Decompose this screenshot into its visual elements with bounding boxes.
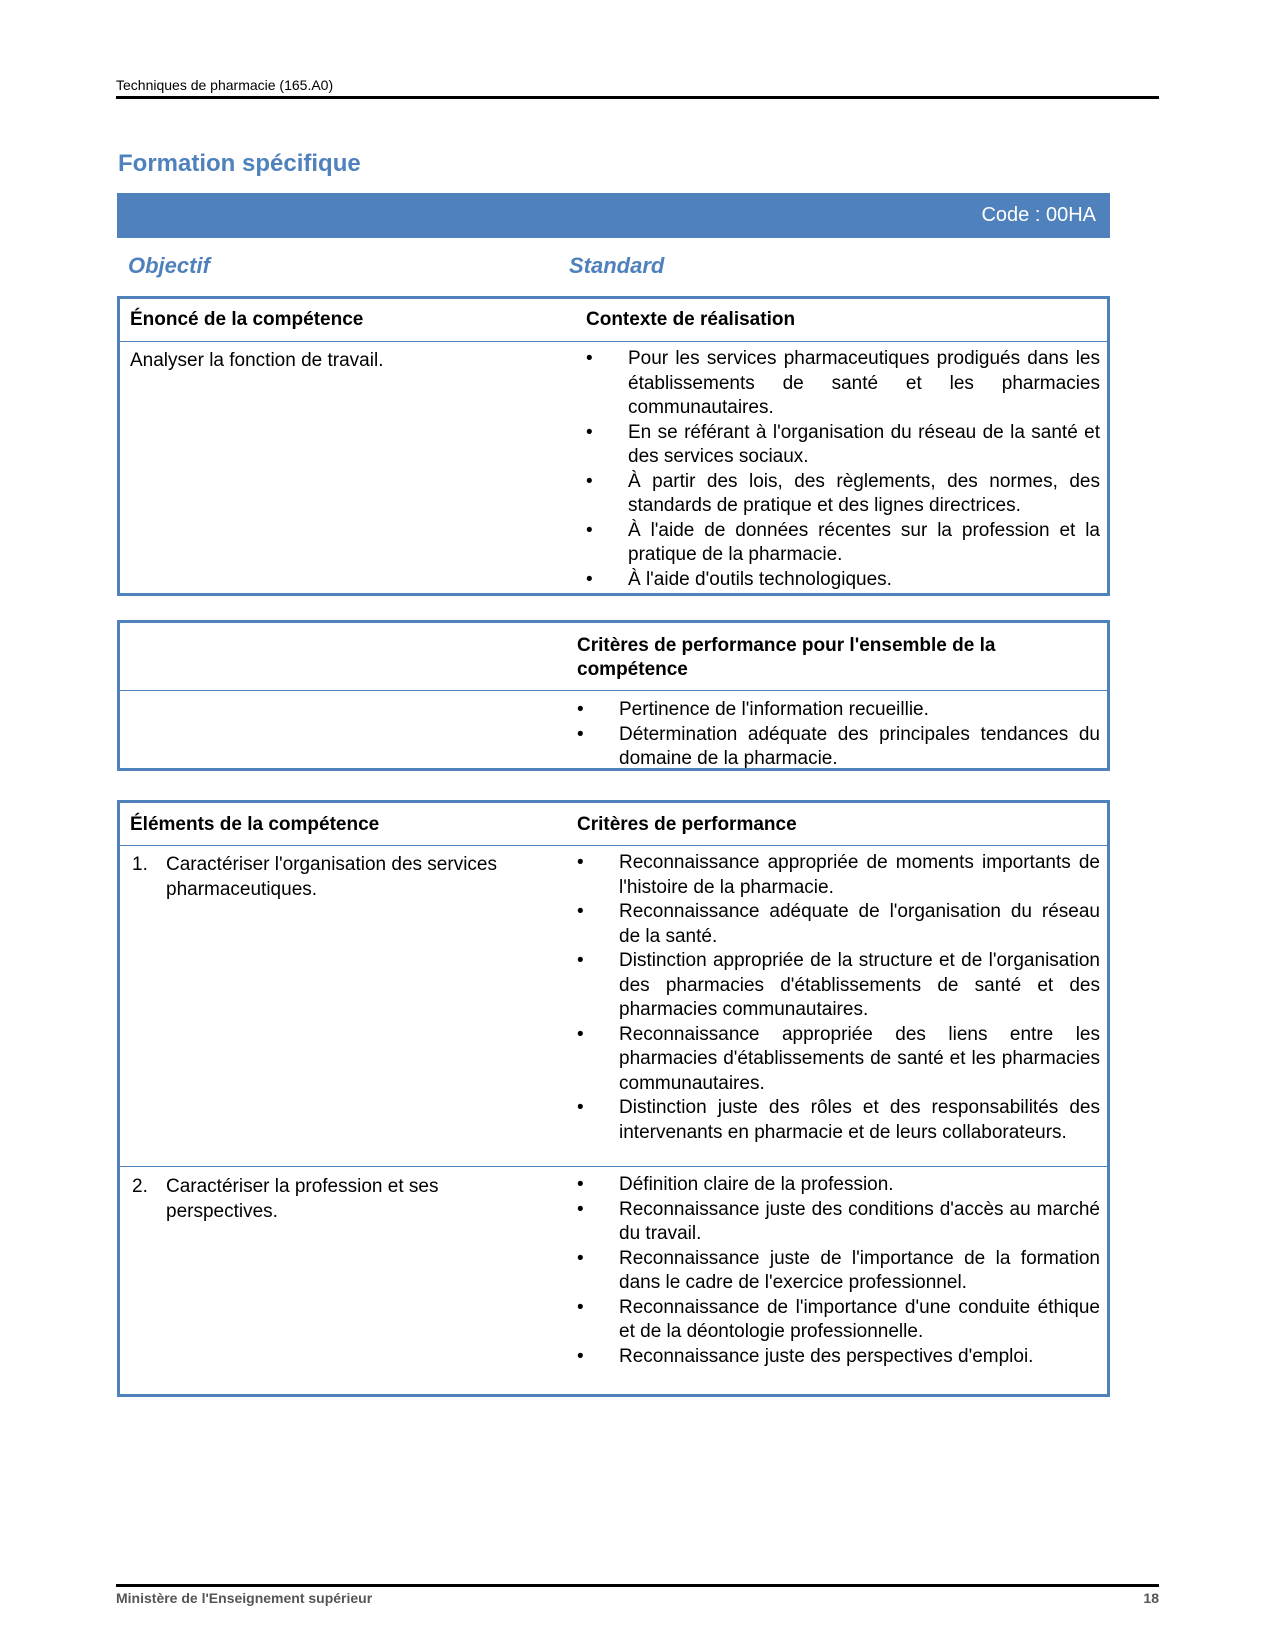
element-text: Caractériser l'organisation des services pharmaceutiques.	[166, 854, 497, 900]
competency-table	[117, 296, 1110, 596]
section-title: Formation spécifique	[118, 150, 361, 177]
bullet-item: • Reconnaissance juste des perspectives d'emploi.	[575, 1345, 1100, 1370]
element-item	[130, 853, 550, 902]
criteria-header: Critères de performance	[577, 814, 797, 835]
bullet-item: • Reconnaissance juste de l'importance de la formation dans le cadre de l'exercice professionnel.	[575, 1247, 1100, 1296]
context-header: Contexte de réalisation	[586, 309, 796, 330]
code-bar	[117, 193, 1110, 238]
bullet-item: • Reconnaissance de l'importance d'une conduite éthique et de la déontologie professionnelle.	[575, 1296, 1100, 1345]
bullet-item: • Pertinence de l'information recueillie.	[575, 698, 1100, 723]
bullet-item: • Distinction appropriée de la structure et de l'organisation des pharmacies d'établissements de santé et des pharmacies communautaires.	[575, 949, 1100, 1023]
bullet-item: • Définition claire de la profession.	[575, 1173, 1100, 1198]
element-1	[130, 853, 550, 902]
criteria-list-2	[575, 1173, 1100, 1369]
page-header	[116, 76, 1159, 95]
page-footer	[116, 1590, 1159, 1606]
code-label: Code : 00HA	[981, 204, 1096, 226]
ministry-name: Ministère de l'Enseignement supérieur	[116, 1590, 373, 1606]
statement-header: Énoncé de la compétence	[130, 309, 364, 330]
competency-statement: Analyser la fonction de travail.	[130, 350, 384, 371]
element-item	[130, 1175, 550, 1224]
objective-label: Objectif	[128, 253, 210, 278]
element-number: 2.	[132, 1176, 148, 1197]
bullet-item: • Reconnaissance appropriée de moments importants de l'histoire de la pharmacie.	[575, 851, 1100, 900]
bullet-item: • Pour les services pharmaceutiques prodigués dans les établissements de santé et les pharmacies communautaires.	[584, 347, 1100, 421]
footer-rule	[116, 1584, 1159, 1587]
standard-label: Standard	[569, 253, 665, 278]
criteria-list-1	[575, 851, 1100, 1145]
bullet-item: • Distinction juste des rôles et des responsabilités des intervenants en pharmacie et de leurs collaborateurs.	[575, 1096, 1100, 1145]
overall-criteria-table	[117, 620, 1110, 771]
element-2	[130, 1175, 550, 1224]
program-title: Techniques de pharmacie (165.A0)	[116, 77, 334, 93]
context-list	[584, 347, 1100, 592]
header-rule	[116, 96, 1159, 99]
page-number: 18	[1143, 1590, 1159, 1606]
bullet-item: • Reconnaissance adéquate de l'organisation du réseau de la santé.	[575, 900, 1100, 949]
overall-criteria-title: Critères de performance pour l'ensemble de la compétence	[577, 635, 996, 680]
overall-criteria-list	[575, 698, 1100, 772]
elements-table	[117, 800, 1110, 1397]
bullet-item: • Reconnaissance juste des conditions d'accès au marché du travail.	[575, 1198, 1100, 1247]
bullet-item: • Détermination adéquate des principales tendances du domaine de la pharmacie.	[575, 723, 1100, 772]
bullet-item: • En se référant à l'organisation du réseau de la santé et des services sociaux.	[584, 421, 1100, 470]
bullet-item: • À l'aide de données récentes sur la profession et la pratique de la pharmacie.	[584, 519, 1100, 568]
bullet-item: • Reconnaissance appropriée des liens entre les pharmacies d'établissements de santé et les pharmacies communautaires.	[575, 1023, 1100, 1097]
elements-header: Éléments de la compétence	[130, 814, 380, 835]
row-separator	[120, 1166, 1107, 1167]
bullet-item: • À l'aide d'outils technologiques.	[584, 568, 1100, 593]
element-number: 1.	[132, 854, 148, 875]
bullet-item: • À partir des lois, des règlements, des normes, des standards de pratique et des lignes directrices.	[584, 470, 1100, 519]
objective-standard-row	[128, 253, 1088, 283]
element-text: Caractériser la profession et ses perspectives.	[166, 1176, 439, 1222]
